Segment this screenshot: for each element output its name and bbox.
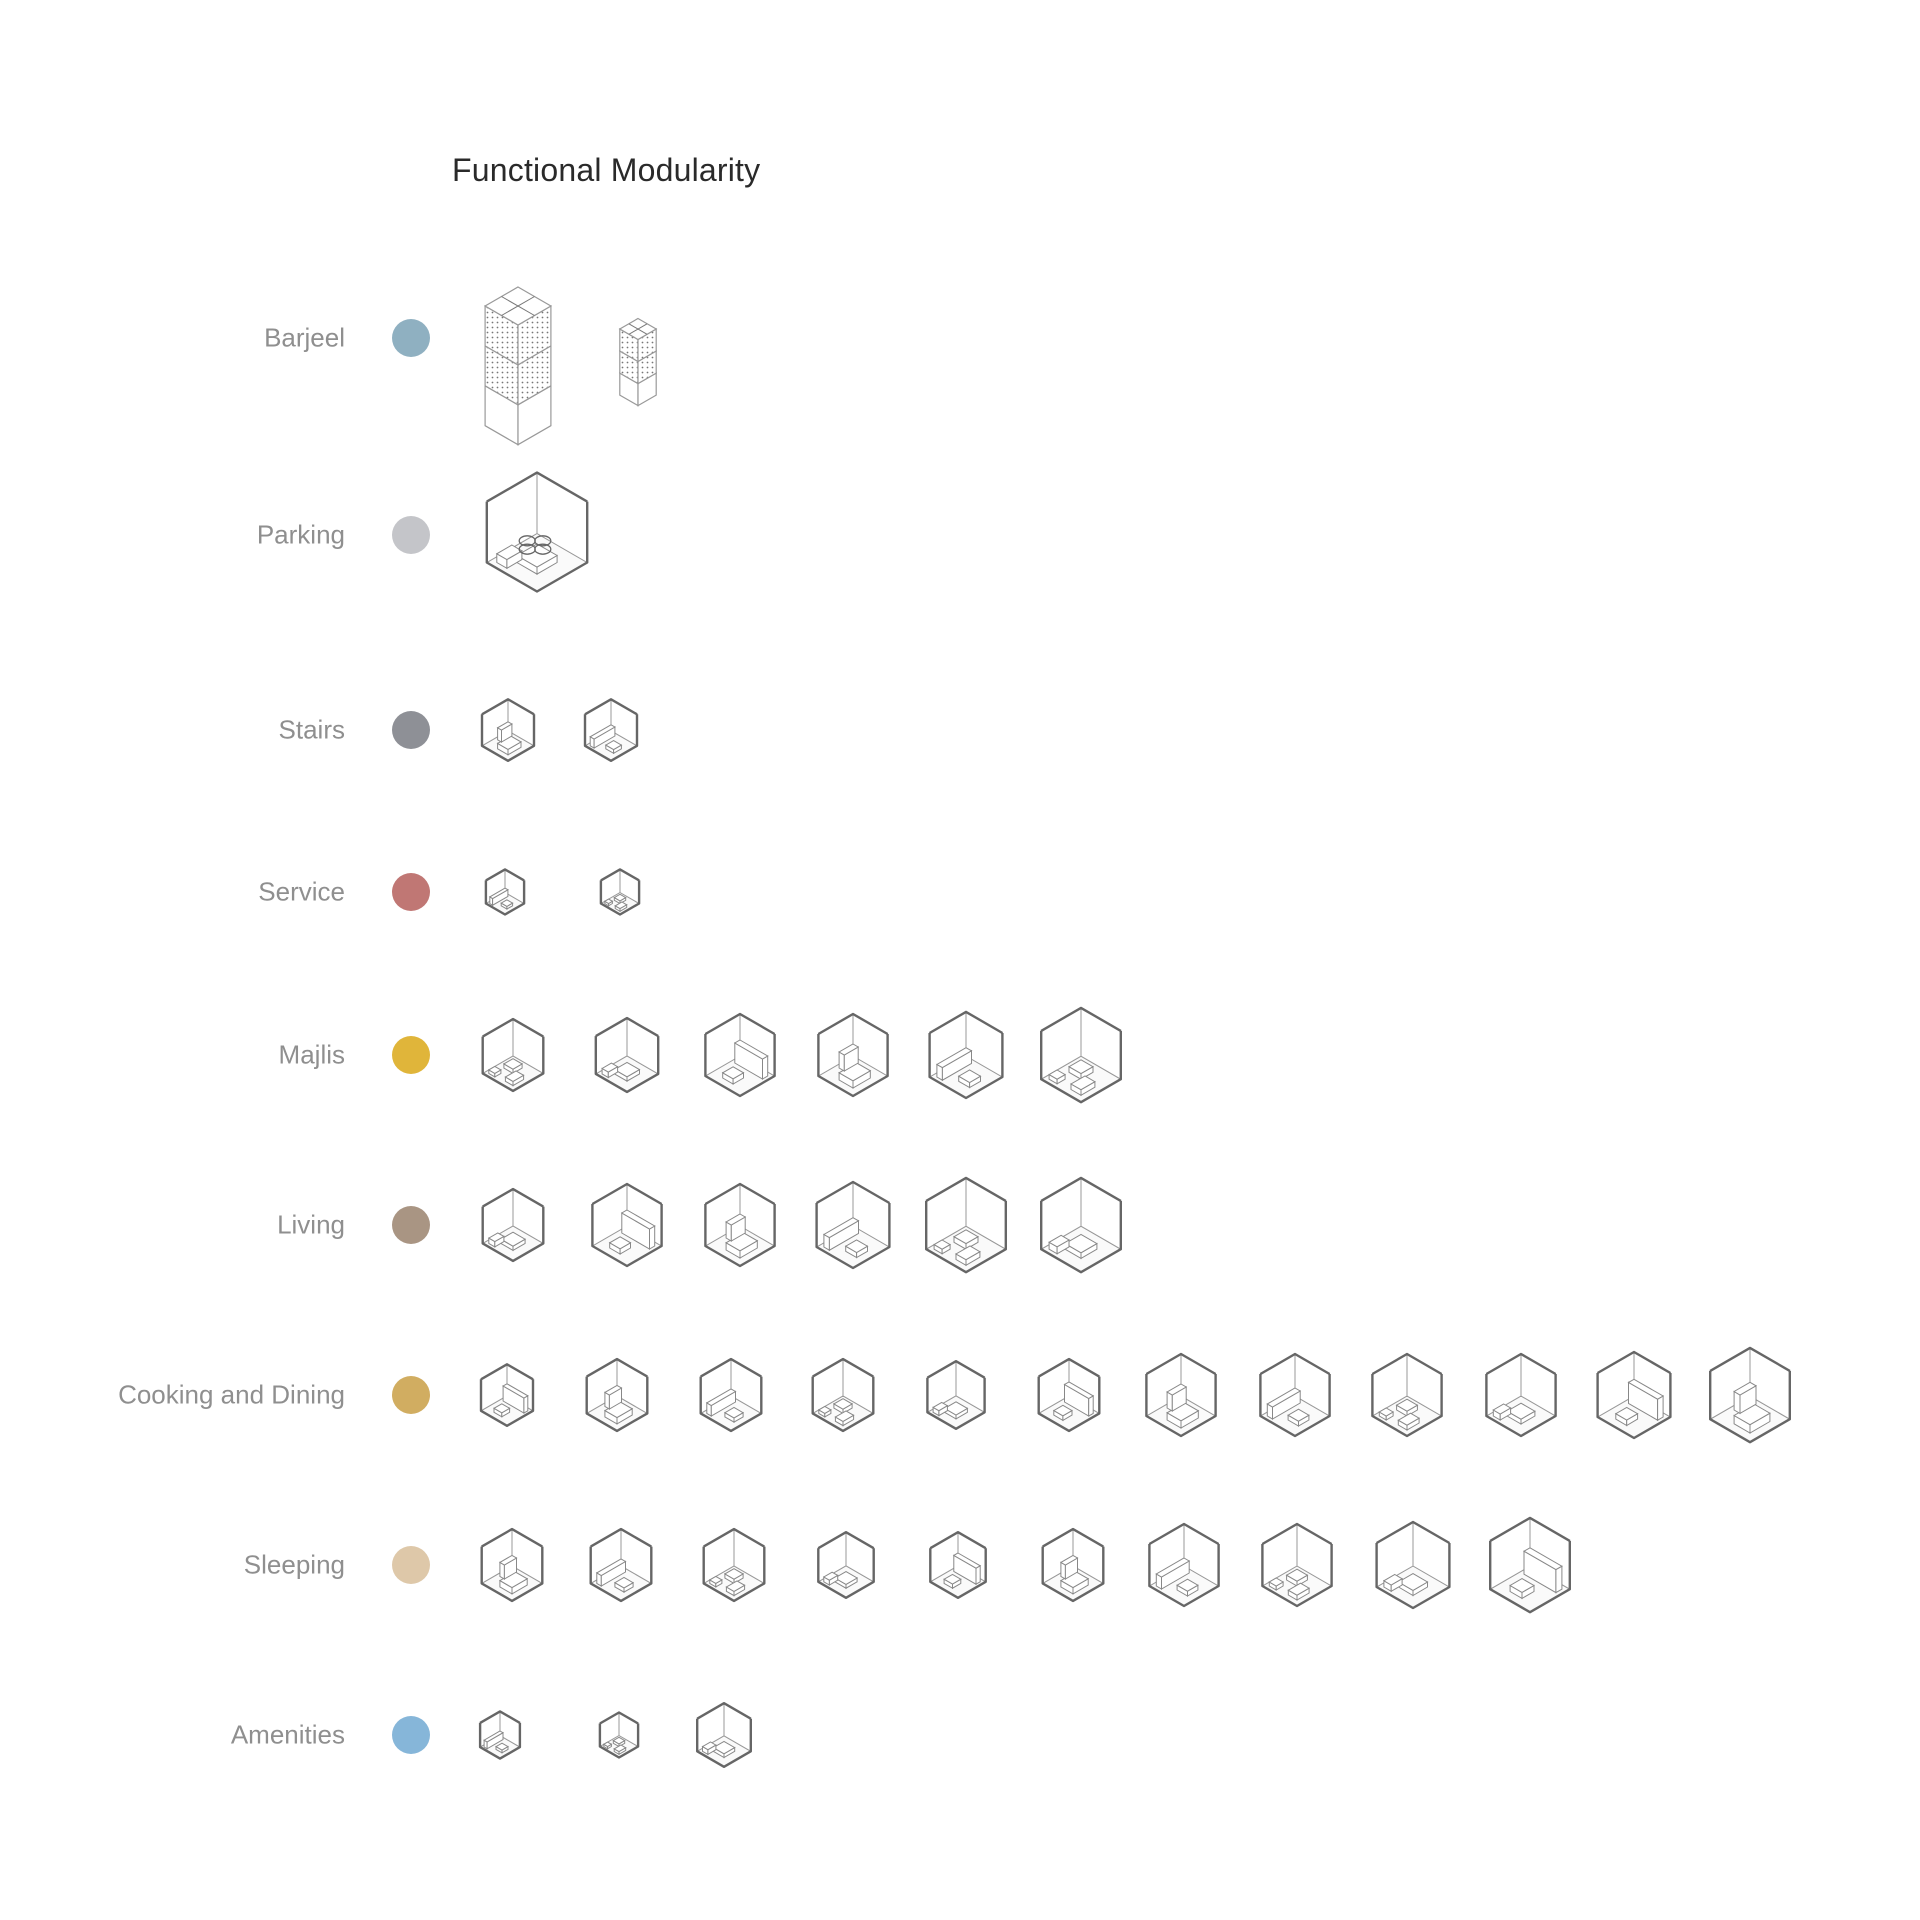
row-color-dot [392,873,430,911]
row-label-parking: Parking [256,519,345,550]
kitchen-dining-icon [701,1359,762,1431]
living-room-icon [926,1178,1006,1272]
living-room-icon [817,1182,890,1268]
bedroom-icon [482,1529,543,1601]
living-room-icon [483,1189,544,1261]
bedroom-icon [1149,1524,1218,1606]
kitchen-dining-icon [1260,1354,1329,1436]
majlis-room-icon [705,1014,774,1096]
kitchen-dining-icon [1710,1348,1790,1442]
majlis-room-icon [930,1012,1003,1098]
kitchen-dining-icon [813,1359,874,1431]
bedroom-icon [704,1529,765,1601]
row-label-cooking-and-dining: Cooking and Dining [118,1379,345,1410]
service-room-icon [486,869,524,914]
row-color-dot [392,1376,430,1414]
majlis-room-icon [483,1019,544,1091]
majlis-room-icon [1041,1008,1121,1102]
majlis-room-icon [596,1018,658,1092]
living-room-icon [592,1184,661,1266]
row-label-stairs: Stairs [278,714,345,745]
row-label-service: Service [258,876,345,907]
row-label-living: Living [277,1209,345,1240]
row-label-amenities: Amenities [230,1719,345,1750]
service-room-icon [601,869,639,914]
kitchen-dining-icon [1598,1352,1671,1438]
bedroom-icon [591,1529,652,1601]
row-label-barjeel: Barjeel [264,322,345,353]
kitchen-dining-icon [587,1359,648,1431]
barjeel-tower-icon [620,319,656,406]
majlis-room-icon [818,1014,887,1096]
barjeel-tower-icon [485,287,551,445]
amenity-room-icon [697,1703,751,1767]
row-color-dot [392,319,430,357]
staircase-icon [482,699,534,761]
row-color-dot [392,516,430,554]
living-room-icon [1041,1178,1121,1272]
row-color-dot [392,711,430,749]
kitchen-dining-icon [481,1364,533,1426]
drone-pad-icon [487,473,587,592]
bedroom-icon [1043,1529,1104,1601]
living-room-icon [705,1184,774,1266]
amenity-room-icon [480,1711,520,1758]
bedroom-icon [1262,1524,1331,1606]
bedroom-icon [930,1532,985,1598]
bedroom-icon [1377,1522,1450,1608]
bedroom-icon [818,1532,873,1598]
staircase-icon [585,699,637,761]
diagram-title: Functional Modularity [452,152,761,188]
kitchen-dining-icon [1146,1354,1215,1436]
row-color-dot [392,1036,430,1074]
row-color-dot [392,1546,430,1584]
row-color-dot [392,1206,430,1244]
amenity-room-icon [600,1713,638,1758]
kitchen-dining-icon [1372,1354,1441,1436]
kitchen-dining-icon [1039,1359,1100,1431]
kitchen-dining-icon [927,1361,984,1429]
row-label-sleeping: Sleeping [243,1549,345,1580]
kitchen-dining-icon [1486,1354,1555,1436]
row-color-dot [392,1716,430,1754]
bedroom-icon [1490,1518,1570,1612]
row-label-majlis: Majlis [278,1039,345,1070]
